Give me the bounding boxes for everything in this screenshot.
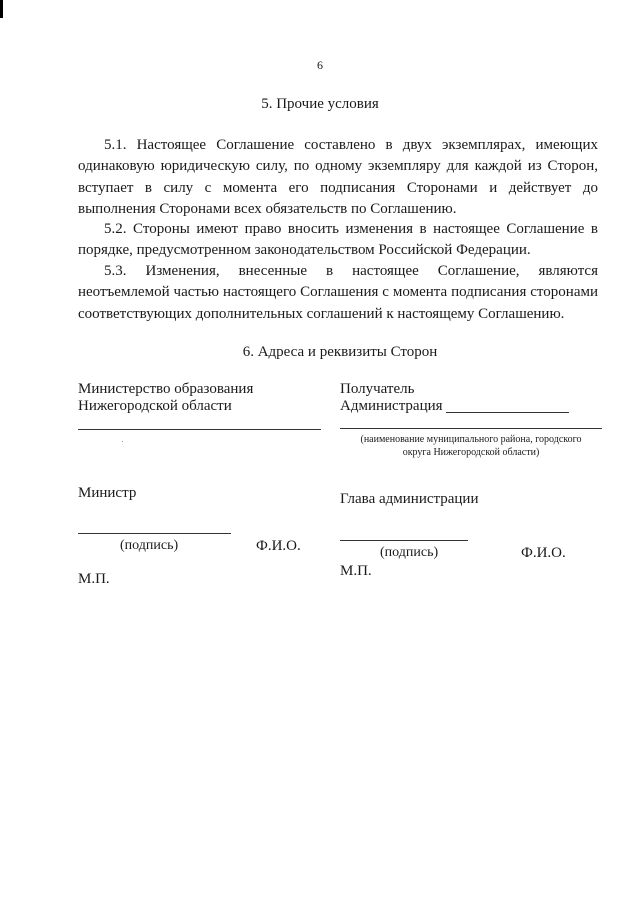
right-admin-caption-line1: (наименование муниципального района, городского: [360, 434, 582, 445]
right-signature-label: (подпись): [380, 545, 439, 560]
page-number: 6: [317, 58, 323, 72]
left-signature-line: [78, 533, 231, 534]
right-admin-label: Администрация: [340, 398, 443, 414]
paragraph-5-2: 5.2. Стороны имеют право вносить изменения в настоящее Соглашение в порядке, предусмотренном законодательством Российской Федерации.: [78, 221, 598, 259]
scan-edge-mark: [0, 0, 3, 18]
left-fio-label: Ф.И.О.: [256, 538, 301, 554]
right-admin-name-line: [446, 412, 569, 413]
section-6-title: 6. Адреса и реквизиты Сторон: [242, 344, 438, 360]
paragraph-5-3: 5.3. Изменения, внесенные в настоящее Соглашение, являются неотъемлемой частью настоящего Соглашения с момента подписания сторонами соответствующих дополнительных соглашений к настоящему Соглашению.: [78, 263, 598, 322]
right-position: Глава администрации: [340, 491, 479, 507]
scan-speck: [122, 441, 123, 442]
paragraph-5-1: 5.1. Настоящее Соглашение составлено в двух экземплярах, имеющих одинаковую юридическую силу, по одному экземпляру для каждой из Сторон, вступает в силу с момента его подписания Сторонами и действует до выполнения Сторонами всех обязательств по Соглашению.: [78, 137, 598, 217]
right-recipient-label: Получатель: [340, 381, 415, 397]
right-fio-label: Ф.И.О.: [521, 545, 566, 561]
left-org-line2: Нижегородской области: [78, 398, 232, 414]
left-org-underline: [78, 429, 321, 430]
right-admin-underline: [340, 428, 602, 429]
right-seal-label: М.П.: [340, 563, 372, 579]
right-admin-caption-line2: округа Нижегородской области): [402, 447, 540, 458]
right-signature-line: [340, 540, 468, 541]
section-5-title: 5. Прочие условия: [261, 96, 379, 112]
left-signature-label: (подпись): [120, 538, 179, 553]
left-org-line1: Министерство образования: [78, 381, 254, 397]
left-seal-label: М.П.: [78, 571, 110, 587]
left-position: Министр: [78, 485, 137, 501]
